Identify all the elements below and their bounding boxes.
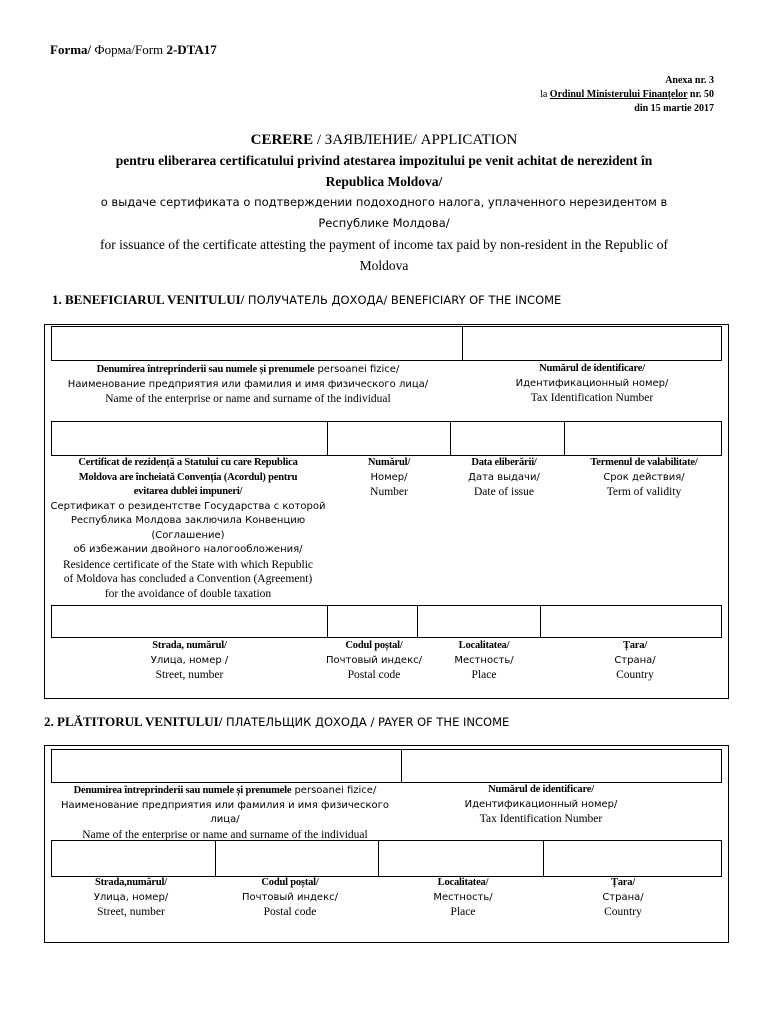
beneficiary-postal-label xyxy=(318,639,430,683)
beneficiary-idno-label xyxy=(462,362,722,406)
label-en: Tax Identification Number xyxy=(479,813,603,825)
issue-date-label xyxy=(444,456,564,500)
annex-order: Ordinul Ministerului Finanțelor xyxy=(549,89,688,100)
label-ru: Номер/ xyxy=(370,471,408,483)
label-ru: Почтовый индекс/ xyxy=(326,654,422,666)
label-ru: Страна/ xyxy=(614,654,656,666)
beneficiary-idno-input[interactable] xyxy=(462,326,722,361)
label-ru-3: об избежании двойного налогообложения/ xyxy=(73,544,303,555)
label-ro-plain: persoanei fizice/ xyxy=(314,364,400,375)
label-en: Country xyxy=(604,906,642,918)
label-en: Place xyxy=(450,906,476,918)
section2-heading xyxy=(44,714,509,730)
label-en-2: of Moldova has concluded a Convention (Agreement) xyxy=(63,573,313,585)
certificate-number-input[interactable] xyxy=(327,421,451,456)
label-ro-plain: persoanei fizice/ xyxy=(291,785,377,796)
label-en: Street, number xyxy=(97,906,165,918)
label-en: Place xyxy=(471,669,497,681)
label-ro: Data eliberării/ xyxy=(471,457,537,468)
section2-title-ro: PLĂTITORUL VENITULUI/ xyxy=(57,714,223,729)
section1-heading xyxy=(52,292,561,308)
label-en: Postal code xyxy=(347,669,401,681)
label-ru: Наименование предприятия или фамилия и имя физического лица/ xyxy=(60,799,389,825)
label-en: Postal code xyxy=(263,906,317,918)
title-ru-line2: Республике Молдова/ xyxy=(318,216,450,230)
label-ro: Strada,numărul/ xyxy=(95,877,167,888)
form-en: /Form xyxy=(131,42,167,57)
beneficiary-place-label xyxy=(422,639,546,683)
label-en: Term of validity xyxy=(606,486,682,498)
section1-title-rest: ПОЛУЧАТЕЛЬ ДОХОДА/ BENEFICIARY OF THE INCOME xyxy=(244,293,562,307)
label-ru: Страна/ xyxy=(602,891,644,903)
label-ro: Strada, numărul/ xyxy=(152,640,227,651)
label-ro: Denumirea întreprinderii sau numele și prenumele xyxy=(73,785,292,796)
label-ru: Почтовый индекс/ xyxy=(242,891,338,903)
residence-certificate-label xyxy=(46,456,330,601)
label-ro: Numărul/ xyxy=(367,457,411,468)
payer-country-input[interactable] xyxy=(543,840,722,877)
beneficiary-place-input[interactable] xyxy=(417,605,541,638)
beneficiary-name-input[interactable] xyxy=(51,326,463,361)
payer-idno-input[interactable] xyxy=(401,749,722,783)
payer-street-input[interactable] xyxy=(51,840,216,877)
beneficiary-street-label xyxy=(51,639,328,683)
label-ro: Țara/ xyxy=(622,640,648,651)
label-ru: Улица, номер/ xyxy=(93,891,169,903)
label-ro: Termenul de valabilitate/ xyxy=(590,457,698,468)
payer-idno-label xyxy=(401,783,681,827)
title-ru-line1: о выдаче сертификата о подтверждении подоходного налога, уплаченного нерезидентом в xyxy=(100,195,668,209)
payer-place-input[interactable] xyxy=(378,840,544,877)
label-ro: Denumirea întreprinderii sau numele și prenumele xyxy=(96,364,315,375)
title-translations: / ЗАЯВЛЕНИЕ/ APPLICATION xyxy=(313,132,518,148)
label-en-1: Residence certificate of the State with which Republic xyxy=(62,558,314,571)
label-en: Tax Identification Number xyxy=(530,392,654,404)
issue-date-input[interactable] xyxy=(450,421,565,456)
label-en: Country xyxy=(616,669,654,681)
section1-number: 1. xyxy=(52,292,65,307)
label-en-3: for the avoidance of double taxation xyxy=(104,587,272,600)
validity-term-input[interactable] xyxy=(564,421,722,456)
payer-postal-input[interactable] xyxy=(215,840,379,877)
label-ro: Localitatea/ xyxy=(458,640,510,651)
form-code xyxy=(50,42,217,58)
label-en: Number xyxy=(370,486,408,498)
payer-street-label xyxy=(56,876,206,920)
annex-number: Anexa nr. 3 xyxy=(665,75,714,86)
title-en-line2: Moldova xyxy=(359,258,409,273)
annex-order-number: nr. 50 xyxy=(687,89,714,100)
label-ru: Местность/ xyxy=(454,654,514,666)
label-en: Name of the enterprise or name and surname of the individual xyxy=(105,393,391,405)
label-ru: Наименование предприятия или фамилия и имя физического лица/ xyxy=(67,378,429,390)
annex-la: la xyxy=(540,89,550,100)
label-ru: Дата выдачи/ xyxy=(468,471,540,483)
label-ro: Numărul de identificare/ xyxy=(488,784,594,795)
beneficiary-country-input[interactable] xyxy=(540,605,722,638)
section2-title-rest: ПЛАТЕЛЬЩИК ДОХОДА / PAYER OF THE INCOME xyxy=(222,715,510,729)
payer-place-label xyxy=(388,876,538,920)
label-ro: Codul poștal/ xyxy=(261,877,319,888)
label-ro: Codul poștal/ xyxy=(345,640,403,651)
payer-name-label xyxy=(46,783,404,842)
title-en-line1: for issuance of the certificate attesting the payment of income tax paid by non-resident in the Republic of xyxy=(100,237,668,252)
residence-certificate-input[interactable] xyxy=(51,421,328,456)
label-ru-1: Сертификат о резидентстве Государства с которой xyxy=(50,500,326,512)
beneficiary-street-input[interactable] xyxy=(51,605,328,638)
annex-reference xyxy=(540,74,714,116)
section1-title-ro: BENEFICIARUL VENITULUI/ xyxy=(65,292,245,307)
form-ru: Форма xyxy=(94,42,132,57)
payer-name-input[interactable] xyxy=(51,749,402,783)
label-ru: Идентификационный номер/ xyxy=(515,377,669,389)
annex-date: din 15 martie 2017 xyxy=(634,103,714,114)
label-ru: Улица, номер / xyxy=(150,654,229,666)
payer-postal-label xyxy=(210,876,370,920)
section2-number: 2. xyxy=(44,714,57,729)
label-ro-1: Certificat de rezidență a Statului cu care Republica xyxy=(78,457,298,468)
beneficiary-postal-input[interactable] xyxy=(327,605,418,638)
label-en: Street, number xyxy=(155,669,224,681)
label-ro-2: Moldova are încheiată Convenția (Acordul) pentru xyxy=(78,471,298,483)
beneficiary-country-label xyxy=(540,639,730,683)
label-en: Date of issue xyxy=(473,486,535,498)
title-ro-line1: pentru eliberarea certificatului privind atestarea impozitului pe venit achitat de nerezident în xyxy=(115,153,653,168)
document-title xyxy=(40,130,728,276)
label-ru: Срок действия/ xyxy=(603,471,685,483)
label-ru: Местность/ xyxy=(433,891,493,903)
title-cerere: CERERE xyxy=(250,132,314,148)
form-prefix: Forma/ xyxy=(50,42,95,57)
payer-country-label xyxy=(558,876,688,920)
label-en: Name of the enterprise or name and surname of the individual xyxy=(82,828,368,841)
label-ru: Идентификационный номер/ xyxy=(464,798,618,810)
label-ro: Localitatea/ xyxy=(437,877,489,888)
label-ro: Țara/ xyxy=(610,877,636,888)
certificate-number-label xyxy=(327,456,451,500)
form-number: 2-DTA17 xyxy=(166,42,217,57)
beneficiary-name-label xyxy=(48,362,448,407)
label-ro: Numărul de identificare/ xyxy=(539,363,645,374)
title-ro-line2: Republica Moldova/ xyxy=(325,174,443,189)
label-ru-2: Республика Молдова заключила Конвенцию (Соглашение) xyxy=(70,515,306,541)
label-ro-3: evitarea dublei impuneri/ xyxy=(133,486,243,497)
validity-term-label xyxy=(564,456,724,500)
